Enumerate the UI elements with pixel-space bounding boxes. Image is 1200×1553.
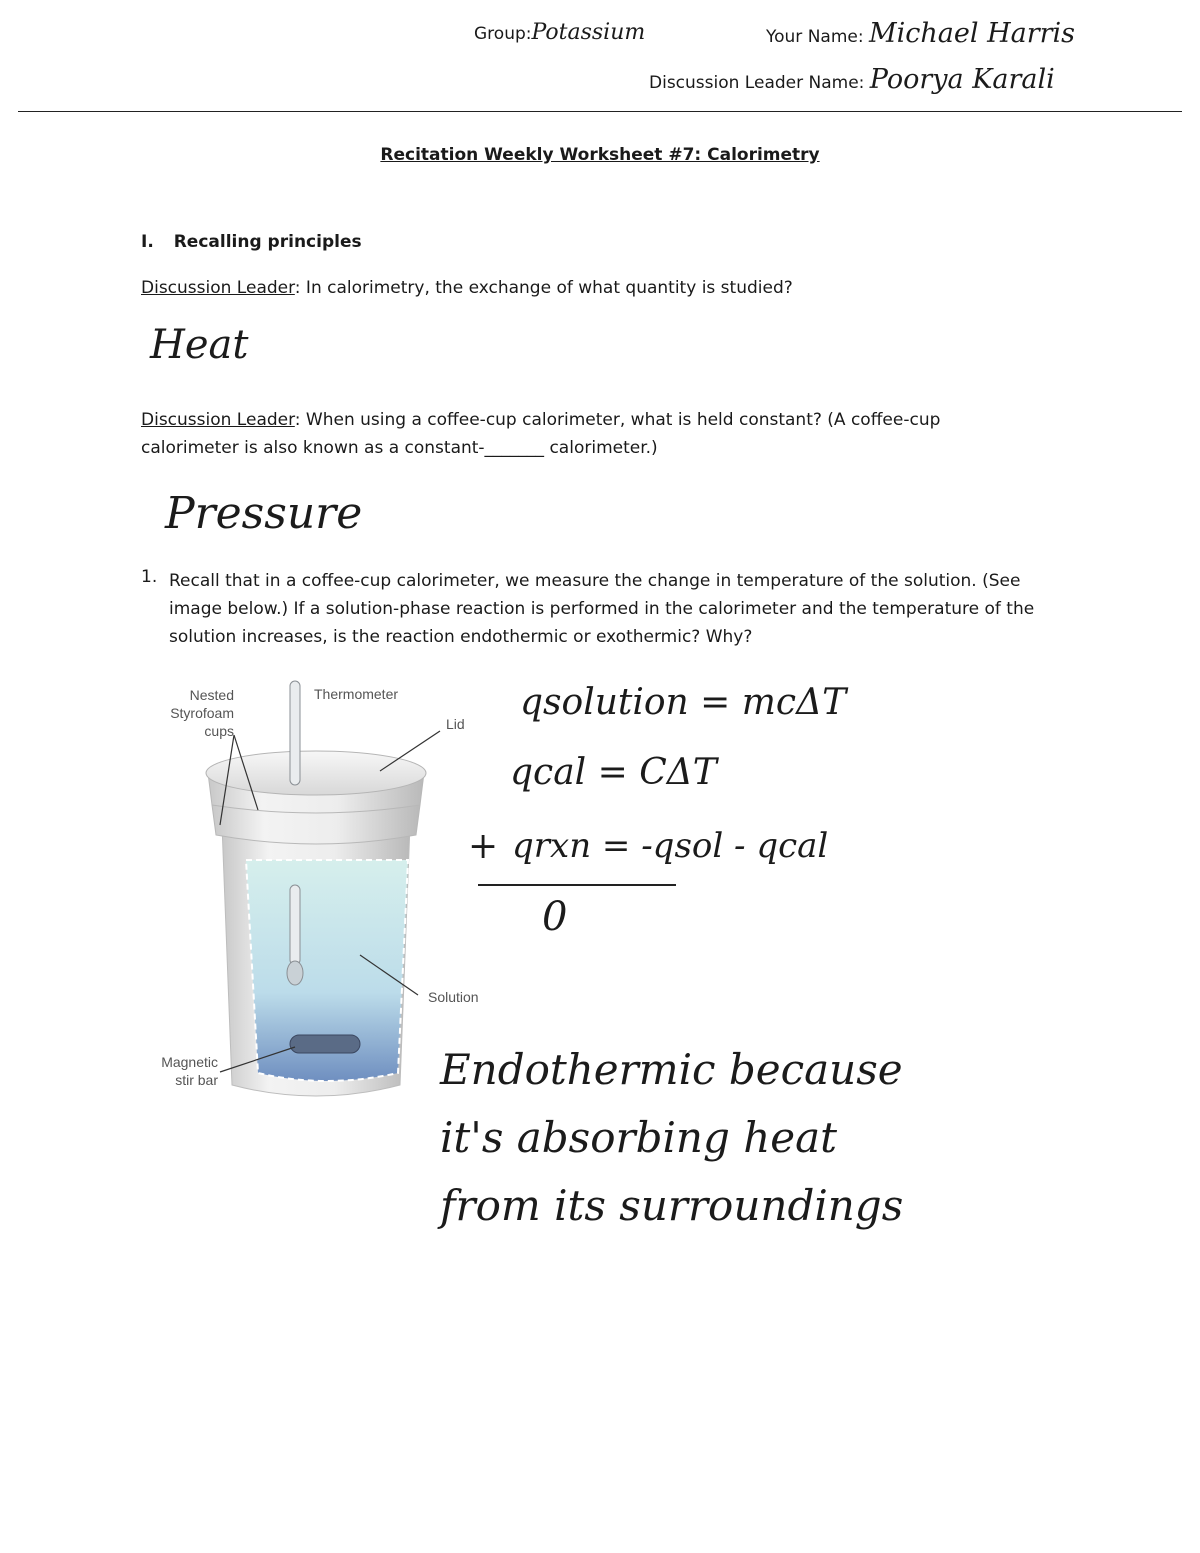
section-heading <box>141 232 362 252</box>
name-value: Michael Harris <box>868 18 1076 49</box>
label-stir-bar: Magnetic stir bar <box>161 1054 218 1088</box>
question-a-colon: : <box>294 278 301 298</box>
question-b-speaker: Discussion Leader <box>141 410 295 430</box>
leader-label: Discussion Leader Name: <box>649 73 865 93</box>
leader-field <box>649 64 1055 95</box>
lid <box>206 751 426 795</box>
hw-zero: 0 <box>542 894 568 940</box>
name-label: Your Name: <box>766 27 864 47</box>
question-b-text: When using a coffee-cup calorimeter, what is held constant? (A coffee-cup calorimeter is also known as a constant-_______ calorimeter.) <box>141 410 941 458</box>
answer-b: Pressure <box>165 488 363 539</box>
question-b-colon: : <box>294 410 301 430</box>
question-1-number: 1. <box>141 567 158 587</box>
header-divider <box>18 111 1182 112</box>
page-title: Recitation Weekly Worksheet #7: Calorimetry <box>380 145 820 165</box>
section-numeral: I. <box>141 232 154 252</box>
hw-eq-qsolution: qsolution = mcΔT <box>520 682 847 723</box>
group-field <box>474 20 645 45</box>
hw-answer-line-2: it's absorbing heat <box>440 1113 838 1162</box>
question-a-text: In calorimetry, the exchange of what quantity is studied? <box>300 278 793 298</box>
hw-answer-line-1: Endothermic because <box>440 1045 903 1094</box>
section-title: Recalling principles <box>173 232 362 252</box>
thermometer <box>290 681 300 785</box>
question-1-text: Recall that in a coffee-cup calorimeter, we measure the change in temperature of the solution. (See image below.) If a solution-phase reaction is performed in the calorimeter and the temperature of the solution increases, is the reaction endothermic or exothermic? Why? <box>169 571 1035 647</box>
stir-bar <box>290 1035 360 1053</box>
group-label: Group: <box>474 24 532 44</box>
label-solution: Solution <box>428 989 479 1005</box>
answer-a: Heat <box>150 322 249 368</box>
hw-eq-qrxn: qrxn = -qsol - qcal <box>512 826 829 866</box>
name-field <box>766 18 1075 49</box>
hw-answer <box>440 1036 903 1240</box>
label-thermometer: Thermometer <box>314 686 399 702</box>
thermometer-submerged <box>290 885 300 965</box>
label-lid: Lid <box>446 716 465 732</box>
calorimeter-diagram <box>150 675 470 1115</box>
hw-sum-line <box>478 884 676 886</box>
thermometer-bulb <box>287 961 303 985</box>
question-b <box>141 406 981 462</box>
label-nested-cups: Nested Styrofoam cups <box>170 687 234 739</box>
hw-plus: + <box>468 826 499 867</box>
hw-answer-line-3: from its surroundings <box>440 1181 904 1230</box>
question-a-speaker: Discussion Leader <box>141 278 295 298</box>
question-a <box>141 274 1041 302</box>
leader-value: Poorya Karali <box>869 64 1055 95</box>
group-value: Potassium <box>531 20 646 45</box>
hw-eq-qcal: qcal = CΔT <box>510 752 717 793</box>
